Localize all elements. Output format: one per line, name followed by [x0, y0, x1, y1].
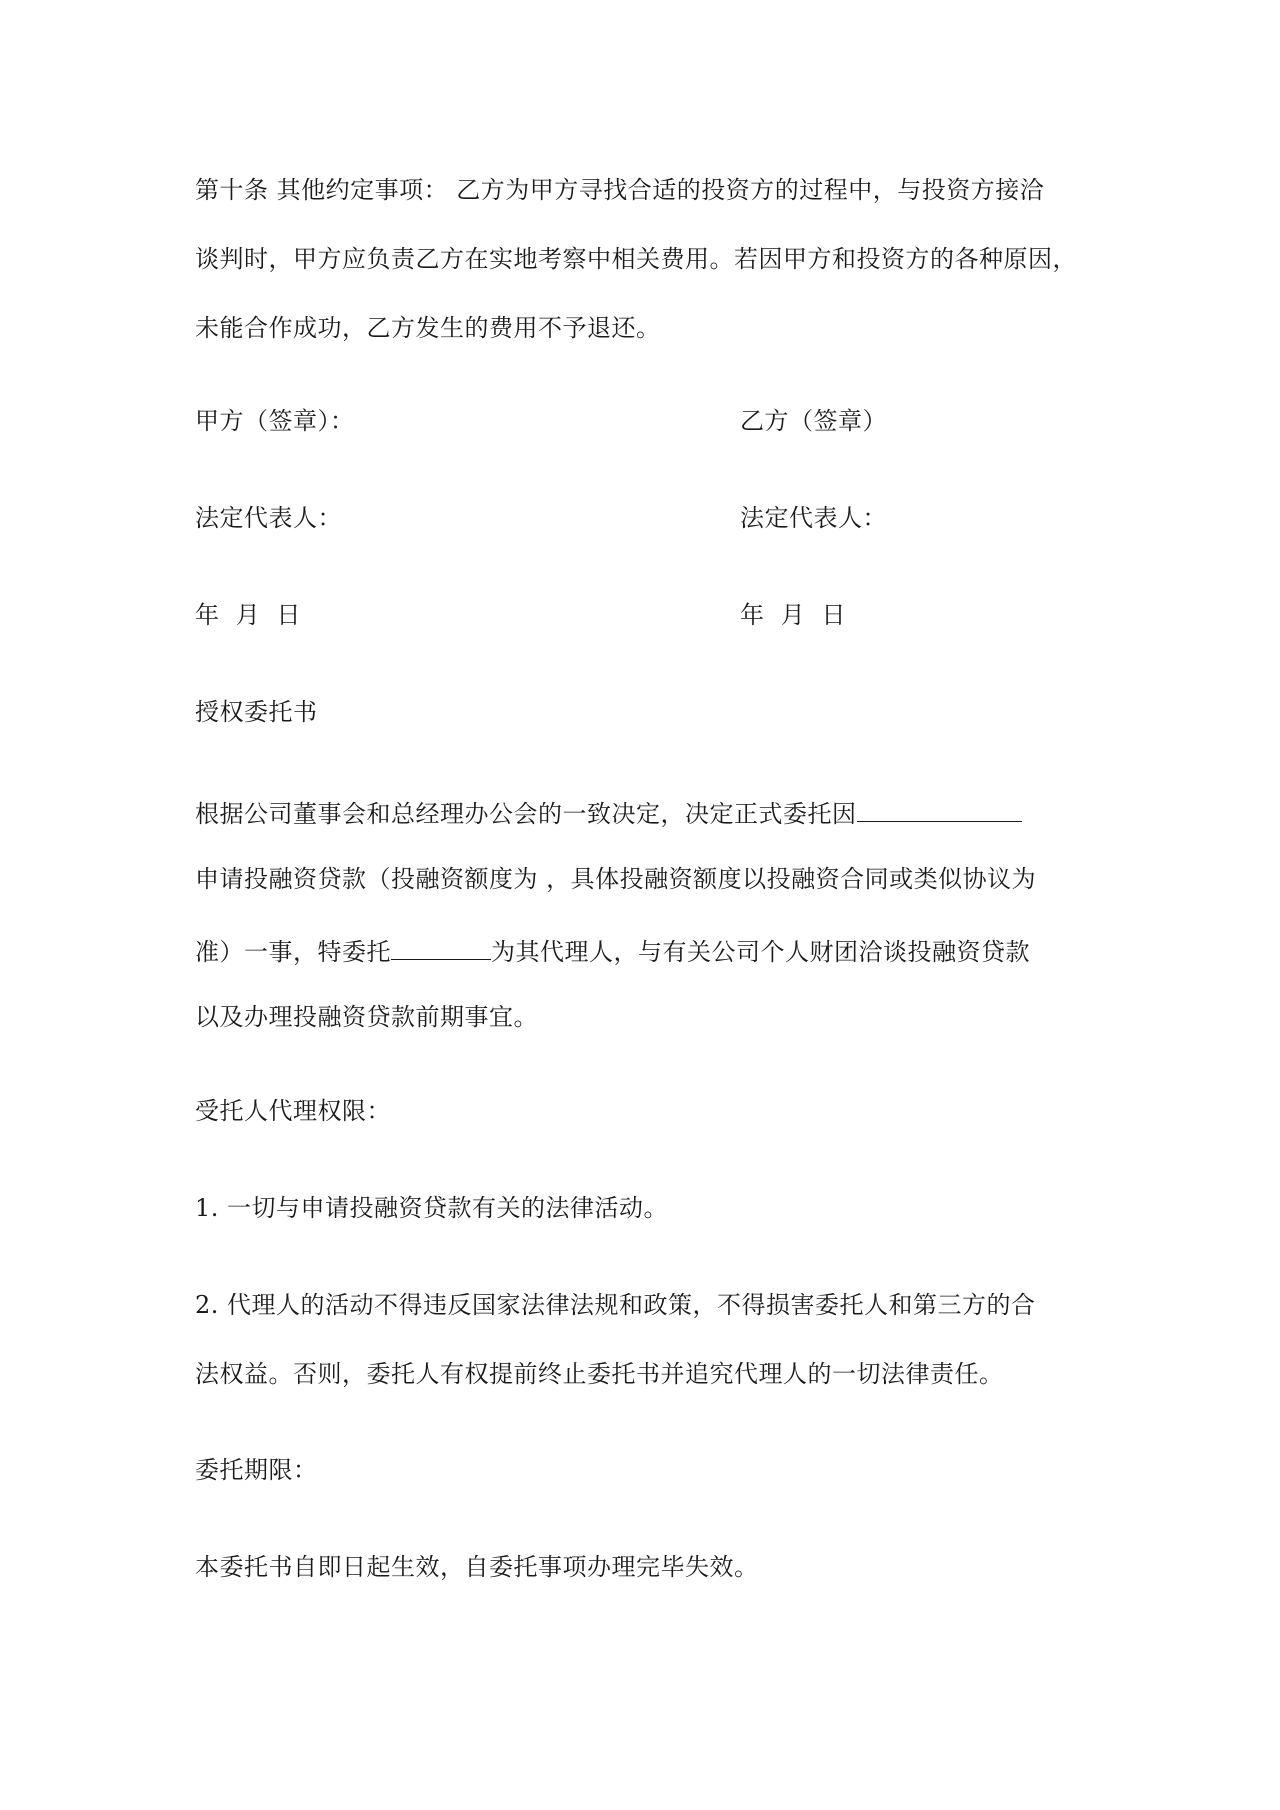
scope-item-1: 1. 一切与申请投融资贷款有关的法律活动。 [195, 1194, 669, 1222]
authorization-body-line-2: 申请投融资贷款（投融资额度为 ，具体投融资额度以投融资合同或类似协议为 [195, 865, 1037, 893]
authorization-body-line-3 [195, 933, 1030, 967]
authorization-body-text: 为其代理人，与有关公司个人财团洽谈投融资贷款 [491, 938, 1030, 966]
article10-line-1: 第十条 其他约定事项： 乙方为甲方寻找合适的投资方的过程中，与投资方接洽 [195, 176, 1045, 204]
party-b-date-label: 年 月 日 [740, 601, 847, 629]
article10-line-3: 未能合作成功，乙方发生的费用不予退还。 [195, 314, 661, 342]
agent-name-blank [391, 933, 491, 960]
party-b-representative-label: 法定代表人： [740, 504, 887, 532]
authorization-body-line-1 [195, 795, 1022, 829]
scope-item-2-line-2: 法权益。否则，委托人有权提前终止委托书并追究代理人的一切法律责任。 [195, 1360, 1004, 1388]
authorization-body-text: 根据公司董事会和总经理办公会的一致决定，决定正式委托因 [195, 800, 857, 828]
authorization-body-line-4: 以及办理投融资贷款前期事宜。 [195, 1003, 538, 1031]
scope-heading: 受托人代理权限： [195, 1097, 391, 1125]
term-text: 本委托书自即日起生效，自委托事项办理完毕失效。 [195, 1553, 759, 1581]
authorization-title: 授权委托书 [195, 698, 318, 726]
article10-line-2: 谈判时，甲方应负责乙方在实地考察中相关费用。若因甲方和投资方的各种原因， [195, 245, 1077, 273]
party-a-representative-label: 法定代表人： [195, 504, 342, 532]
party-b-seal-label: 乙方（签章） [740, 407, 887, 435]
company-name-blank [857, 795, 1022, 822]
authorization-body-text: 准）一事，特委托 [195, 938, 391, 966]
party-a-seal-label: 甲方（签章）： [195, 407, 355, 435]
scope-item-2-line-1: 2. 代理人的活动不得违反国家法律法规和政策，不得损害委托人和第三方的合 [195, 1291, 1036, 1319]
term-heading: 委托期限： [195, 1456, 318, 1484]
party-a-date-label: 年 月 日 [195, 601, 302, 629]
